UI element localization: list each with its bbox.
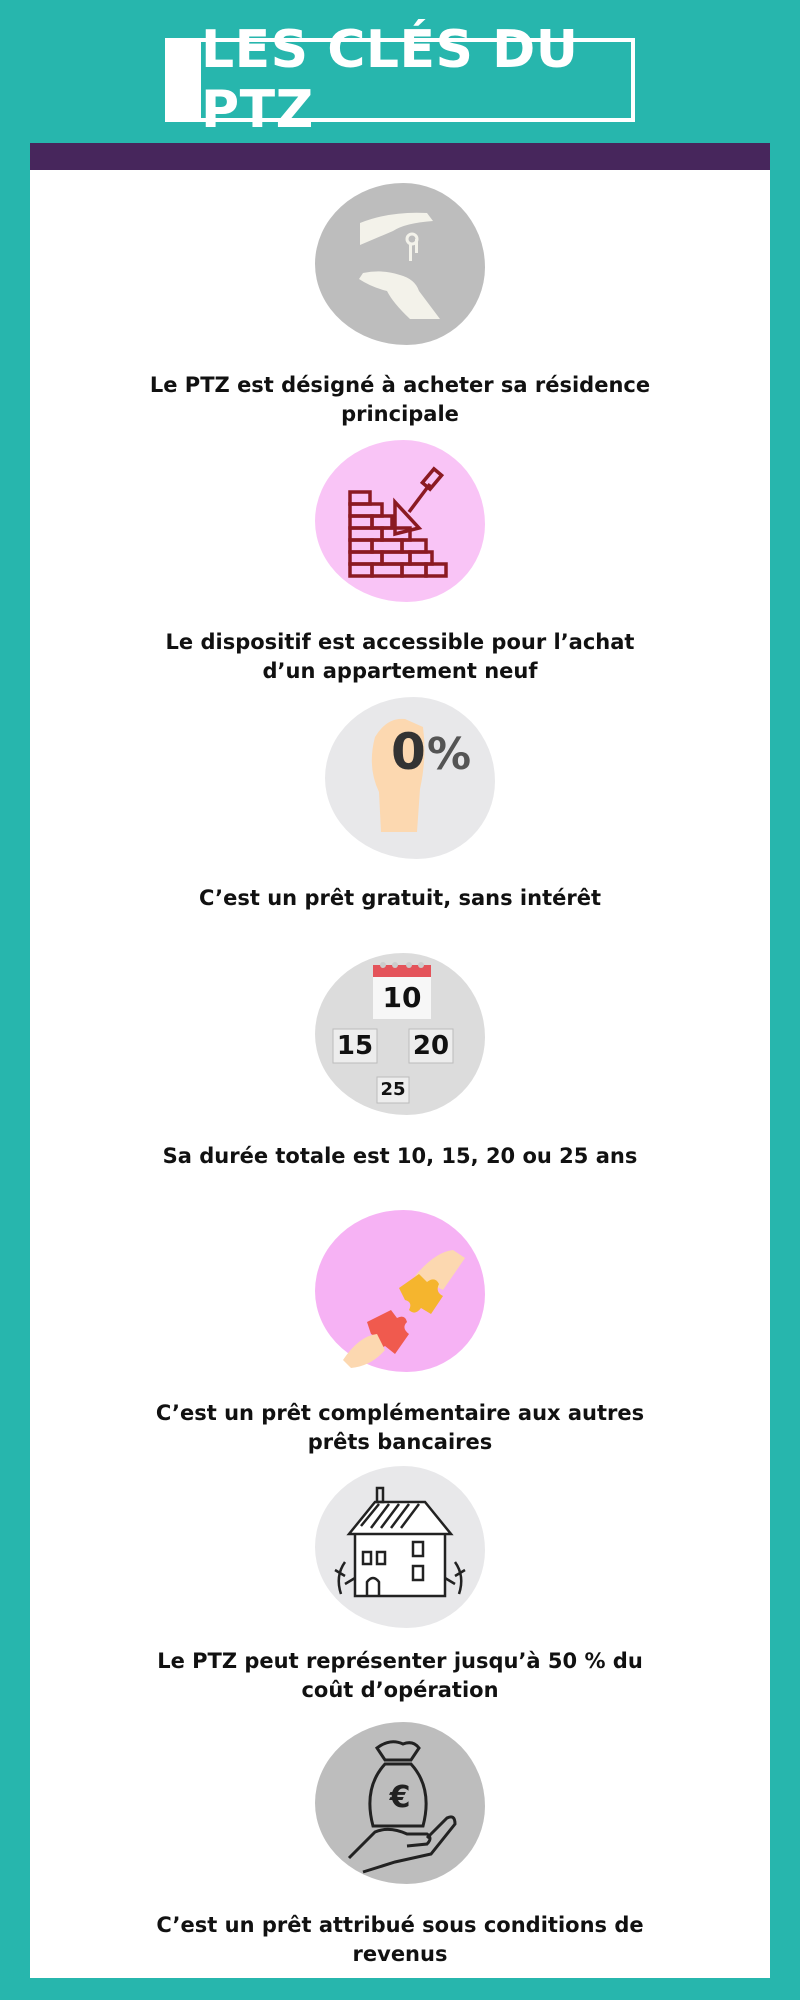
euro-symbol: € (389, 1780, 411, 1815)
item-caption: Le PTZ peut représenter jusqu’à 50 % du coût d’opération (157, 1649, 643, 1702)
item-caption: C’est un prêt attribué sous conditions de revenus (156, 1913, 644, 1966)
item-caption: C’est un prêt gratuit, sans intérêt (198, 886, 601, 910)
panel-header-bar (30, 143, 770, 170)
page-title: LES CLÉS DU PTZ (201, 42, 631, 118)
duration-20: 20 (412, 1031, 450, 1061)
duration-25: 25 (380, 1079, 406, 1100)
item-caption: C’est un prêt complémentaire aux autres prêts bancaires (155, 1401, 645, 1454)
brick-wall-trowel-icon (315, 440, 485, 602)
duration-10: 10 (382, 981, 422, 1014)
calendar-durations-icon (315, 953, 485, 1115)
duration-15: 15 (336, 1031, 374, 1061)
svg-text:0: 0 (391, 723, 426, 781)
house-icon (315, 1466, 485, 1628)
money-bag-hand-icon (315, 1722, 485, 1884)
zero-percent-hand-icon (325, 697, 495, 859)
item-caption: Le PTZ est désigné à acheter sa résidence principale (149, 373, 651, 426)
hands-keys-icon (315, 183, 485, 345)
puzzle-hands-icon (315, 1210, 485, 1372)
item-caption: Sa durée totale est 10, 15, 20 ou 25 ans (162, 1144, 638, 1168)
svg-text:%: % (427, 729, 472, 780)
item-caption: Le dispositif est accessible pour l’achat d’un appartement neuf (165, 630, 635, 683)
title-box (165, 20, 635, 140)
